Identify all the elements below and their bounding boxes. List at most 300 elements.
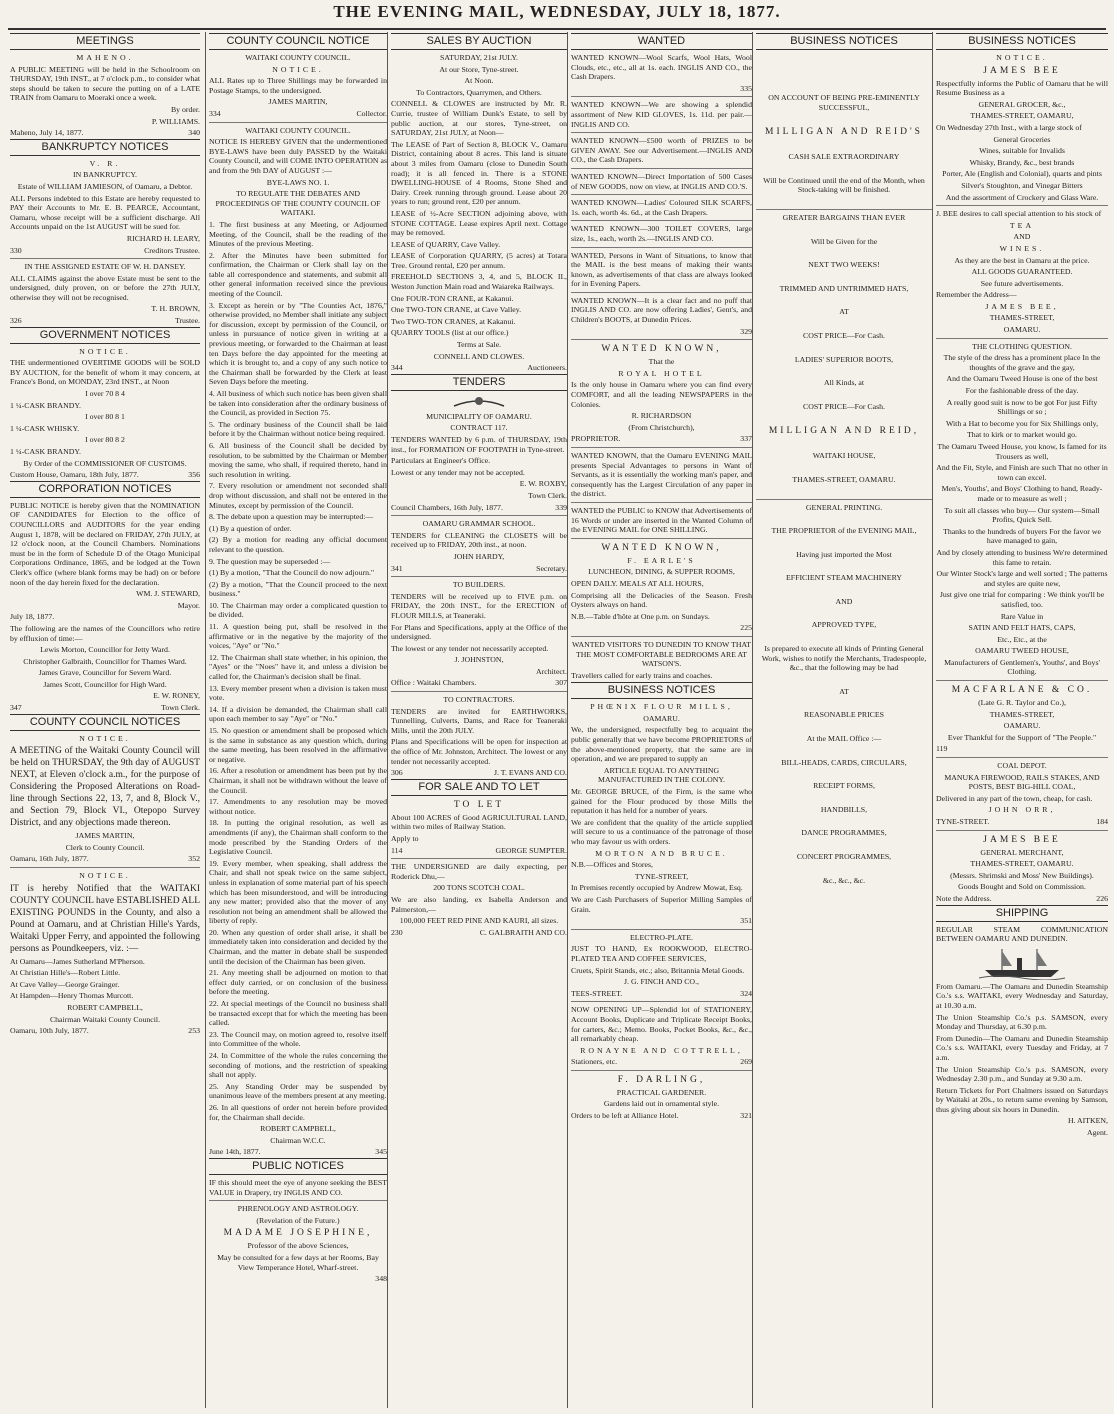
- clothing-line: And the Oamaru Tweed House is one of the best: [946, 374, 1098, 384]
- phoenix-confident: We are confident that the quality of the article supplied will secure to us a continuance of the patronage of those who may favour us with orders.: [571, 817, 752, 846]
- clothing-line: A really good suit is now to be got For just Fifty Shillings or so ;: [946, 397, 1098, 417]
- earle-body: Comprising all the Delicacies of the Season. Fresh Oysters always on hand.: [571, 590, 752, 610]
- coal-depot: COAL DEPOT.: [997, 761, 1047, 771]
- rules-footer: June 14th, 1877. 345: [209, 1147, 387, 1157]
- phoenix-article: ARTICLE EQUAL TO ANYTHING MANUFACTURED IN THE COLONY.: [598, 765, 725, 785]
- phoenix-nb: N.B.—Offices and Stores,: [571, 860, 653, 870]
- phoenix-title: PHŒNIX FLOUR MILLS,: [590, 702, 733, 712]
- cc-role: Clerk to County Council.: [65, 842, 145, 852]
- earle-nb: N.B.—Table d'hôte at One p.m. on Sundays.: [571, 611, 710, 621]
- earle-num: 225: [740, 623, 752, 633]
- cc-body: CONNELL & CLOWES are instructed by Mr. R. Currie, trustee of William Dunk's Estate, to sell by public auction, at our stores, Tyne-street, on SATURDAY, 21st JULY, at Noon—: [391, 99, 567, 138]
- bargain-line: Will be Given for the: [810, 236, 878, 246]
- divider: [571, 220, 752, 221]
- corp-name: James Scott, Councillor for High Ward.: [43, 679, 167, 689]
- clothing-line: Our Winter Stock's large and well sorted ; The patterns and styles are quite new,: [936, 569, 1108, 588]
- masthead-date: WEDNESDAY, JULY 18, 1877.: [529, 2, 781, 21]
- divider: [936, 338, 1108, 339]
- in-bankruptcy: IN BANKRUPTCY.: [73, 170, 137, 180]
- bylaw-rule: 13. Every member present when a division is taken must vote.: [209, 683, 387, 703]
- masthead-rule: [8, 28, 1106, 30]
- bee-name-3: JAMES BEE: [983, 834, 1061, 845]
- contractors-title: TO CONTRACTORS.: [443, 695, 515, 705]
- bylaw-rule: 17. Amendments to any resolution may be moved without notice.: [209, 797, 387, 816]
- divider: [571, 132, 752, 133]
- bylaw-rule: (1) By a question of order.: [209, 523, 292, 533]
- ronayne-footer: Stationers, etc. 269: [571, 1057, 752, 1067]
- bargain-line: GREATER BARGAINS THAN EVER: [782, 212, 906, 222]
- royal-body: Is the only house in Oamaru where you can find every COMFORT, and all the leading NEWSPAPERS in the Colonies.: [571, 380, 752, 409]
- clothing-line: To suit all classes who buy— Our system—Small Profits, Quick Sell.: [944, 505, 1100, 525]
- gov-item: 1 ¼-CASK BRANDY.: [10, 447, 81, 456]
- estate-footer: 330 Creditors Trustee.: [10, 245, 200, 255]
- divider: [936, 757, 1108, 758]
- bylaw-rule: 3. Except as herein or by "The Counties Act, 1876," otherwise provided, no Member shall initiate any subject for discussion, except by permission of the Council, or unless in pursuance of notice given in writing at a previous meeting, or forwarded to the Chairman at least ten Days before the day appointed for the meeting at which it is brought to, and a copy of any such notice to the Chairman shall be forwarded by the Clerk at least Seven Days before the meeting.: [209, 300, 387, 387]
- bylaws-intro: NOTICE IS HEREBY GIVEN that the undermentioned BYE-LAWS have been duly PASSED by the Waitaki County Council, and will COME INTO OPERATION as and from the 9th DAY of AUGUST :—: [209, 137, 387, 175]
- earle-sub: LUNCHEON, DINING, & SUPPER ROOMS,: [588, 567, 735, 577]
- bee-street-2: THAMES-STREET,: [989, 313, 1055, 323]
- phoenix-num: 351: [740, 916, 752, 926]
- cc-body-2: IT is hereby Notified that the WAITAKI COUNTY COUNCIL have ESTABLISHED ALL EXISTING POUNDS in the County, and also a Pound at Oamaru, and at Christian Hille's Yards, Waitaki Upper Ferry, and appointed the following persons as Poundkeepers, viz. :—: [10, 883, 200, 954]
- estate-signature: RICHARD H. LEARY,: [126, 233, 200, 243]
- sched: From Dunedin—The Oamaru and Dunedin Steamship Co.'s s.s. WAITAKI, every Tuesday and Friday, at 7 a.m.: [936, 1033, 1108, 1062]
- clothing-question: THE CLOTHING QUESTION.: [972, 341, 1072, 351]
- royal-hotel: ROYAL HOTEL: [618, 368, 705, 378]
- estate-body: ALL Persons indebted to this Estate are hereby requested to PAY their Accounts to Mr. E. B. PEARCE, Accountant, Oamaru, whose receipt will be a sufficient discharge. All Accounts unpaid on the 1st AUGUST will be sued for.: [10, 193, 200, 232]
- phoenix-cash: We are Cash Purchasers of Superior Milling Samples of Grain.: [571, 894, 752, 914]
- clothing-line: That to kirk or to market would go.: [966, 430, 1077, 440]
- pine: 100,000 FEET RED PINE AND KAURI, all sizes.: [399, 916, 559, 926]
- bylaw-rule: 22. At special meetings of the Council no business shall be transacted except that for which the meeting has been called.: [209, 999, 387, 1028]
- bylaws-title: TO REGULATE THE DEBATES AND PROCEEDINGS OF THE COUNTY COUNCIL OF WAITAKI.: [215, 189, 381, 218]
- bylaw-rule: 18. In putting the original resolution, as well as amendments (if any), the Chairman shall conform to the mode prescribed by the Standing Orders of the Legislative Council.: [209, 818, 387, 857]
- section-heading-shipping: SHIPPING: [936, 905, 1108, 922]
- guaranteed: ALL GOODS GUARANTEED.: [971, 267, 1073, 277]
- corp-name: Lewis Morton, Councillor for Jetty Ward.: [40, 645, 170, 655]
- divider: [209, 122, 387, 123]
- cc-notice-2: NOTICE.: [79, 871, 131, 881]
- cc-footer: 344 Auctioneers.: [391, 363, 567, 373]
- divider: [391, 858, 567, 859]
- waitaki-title-2: WAITAKI COUNTY COUNCIL.: [245, 125, 351, 135]
- divider: [571, 1001, 752, 1002]
- bylaw-rule: 20. When any question of order shall arise, it shall be immediately taken into consideration and decided by the Chairman, and the matter in debate shall be suspended until the decision of the Chairman has been given.: [209, 927, 387, 966]
- to-let: TO LET: [453, 799, 505, 810]
- ronayne: RONAYNE AND COTTRELL,: [580, 1045, 743, 1055]
- apply: Apply to: [391, 834, 419, 843]
- rare: Rare Value in: [1000, 611, 1044, 621]
- section-heading-business-notices: BUSINESS NOTICES: [936, 33, 1108, 50]
- wanted-ad: WANTED KNOWN—£500 worth of PRIZES to be GIVEN AWAY. See our Advertisement.—INGLIS AND CO., the Cash Drapers.: [571, 136, 752, 165]
- milligan-line: WAITAKI HOUSE,: [812, 451, 876, 461]
- grocer-date: On Wednesday 27th Inst., with a large stock of: [936, 122, 1082, 132]
- bargain-line: All Kinds, at: [823, 378, 865, 388]
- orr: JOHN ORR,: [988, 805, 1056, 815]
- tender-1-particulars: Particulars at Engineer's Office.: [391, 456, 491, 466]
- printing-line: BILL-HEADS, CARDS, CIRCULARS,: [781, 757, 907, 767]
- divider: [391, 691, 567, 692]
- wanted-ad: WANTED KNOWN—Direct Importation of 500 Cases of NEW GOODS, now on view, at INGLIS AND CO.'S.: [571, 171, 752, 191]
- earle-open: OPEN DAILY. MEALS AT ALL HOURS,: [571, 578, 704, 588]
- corp-name: Christopher Galbraith, Councillor for Thames Ward.: [23, 656, 187, 666]
- lease: The LEASE of Part of Section 8, BLOCK V., Oamaru District, containing about 8 acres. This land is situate about 3 miles from Oamaru (close to Dunedin South road); it is all fenced in. There is a STONE DWELLING-HOUSE of 4 Rooms, Stone Shed and Dairy. Creek running through ground. Lease about 20 years to run; ground rent, £20 per annum.: [391, 139, 567, 207]
- tender-3-body: TENDERS will be received up to FIVE p.m. on FRIDAY, the 20th INST., for the ERECTION of FLOUR MILLS, at Teaneraki.: [391, 591, 567, 620]
- wanted-ad: WANTED KNOWN—Ladies' Coloured SILK SCARFS, 1s. each, worth 4s. 6d., at the Cash Drapers.: [571, 198, 752, 217]
- column-1: [10, 32, 200, 1408]
- corp-signature-2: E. W. RONEY,: [153, 691, 200, 701]
- wanted-ad: WANTED KNOWN—Wool Scarfs, Wool Hats, Wool Clouds, etc., etc., all at 1s. each. INGLIS AND CO., the Cash Drapers.: [571, 53, 752, 82]
- estate-title: Estate of WILLIAM JAMIESON, of Oamaru, a Debtor.: [17, 181, 193, 191]
- bee-desire: J. BEE desires to call special attention to his stock of: [936, 209, 1102, 219]
- divider: [571, 292, 752, 293]
- phoenix-premises: In Premises recently occupied by Andrew Mowat, Esq.: [571, 883, 743, 893]
- sale-to: To Contractors, Quarrymen, and Others.: [416, 87, 542, 97]
- gov-item: I over 80 8 1: [85, 412, 125, 422]
- maheno-footer: Maheno, July 14, 1877. 340: [10, 128, 200, 138]
- wanted-ad: WANTED KNOWN, that the Oamaru EVENING MAIL presents Special Advantages to persons in Want of Servants, as it is essentially the working man's paper, and consequently has the Largest Circulation of any paper in the district.: [571, 451, 752, 499]
- printing-line: DANCE PROGRAMMES,: [801, 828, 887, 838]
- divider: [571, 502, 752, 503]
- bee-footer-3: Note the Address. 226: [936, 893, 1108, 903]
- bylaw-rule: 8. The debate upon a question may be interrupted:—: [209, 512, 374, 522]
- wanted-ad: WANTED KNOWN—It is a clear fact and no puff that INGLIS AND CO. are now offering Ladies', Gent's, and Children's BOOTS, at Dunedin Prices.: [571, 295, 752, 325]
- bylaw-rule: 11. A question being put, shall be resolved in the affirmative or in the negative by the majority of the voices, "Aye" or "No.": [209, 622, 387, 651]
- goods-item: Whisky, Brandy, &c., best brands: [969, 157, 1075, 167]
- gov-notice: NOTICE.: [79, 346, 131, 356]
- madame-num: 348: [375, 1274, 387, 1284]
- clothing-poem: [936, 353, 1108, 609]
- tea: TEA: [1009, 220, 1035, 230]
- section-heading-corporation: CORPORATION NOTICES: [10, 481, 200, 498]
- corp-footer: 347 Town Clerk.: [10, 703, 200, 713]
- maheno-title: MAHENO.: [76, 53, 134, 62]
- notice: NOTICE.: [996, 53, 1048, 62]
- finch-footer: TEES-STREET. 324: [571, 988, 752, 998]
- wines: WINES.: [999, 243, 1045, 253]
- now-open: NOW OPENING UP—Splendid lot of STATIONERY, Account Books, Duplicate and Triplicate Receipt Books, for carters, &c.; Memo. Books, Pocket Books, &c., &c., all remarkably cheap.: [571, 1005, 752, 1044]
- tender-1-signature: E. W. ROXBY,: [519, 479, 567, 489]
- royal-head: WANTED KNOWN,: [601, 344, 722, 355]
- divider: [756, 209, 932, 210]
- column-5: [752, 32, 932, 1408]
- maheno-body: A PUBLIC MEETING will be held in the Schoolroom on THURSDAY, 19th INST., at 7 o'clock p.m., to consider what steps should be taken to secure the putting on of a LATE TRAIN from Oamaru to Moeraki once a week.: [10, 64, 200, 103]
- bylaw-rule: 19. Every member, when speaking, shall address the Chair, and shall not speak twice on the same subject, unless in explanation of some material part of his speech which has been misunderstood, and will be introducing any new matter; provided also that the mover of any resolution not being an amendment shall be allowed the liberty of reply.: [209, 858, 387, 926]
- gov-body: THE undermentioned OVERTIME GOODS will be SOLD BY AUCTION, for the benefit of whom it may concern, at France's Bond, on MONDAY, 23rd INST., at Noon: [10, 358, 200, 387]
- terms: Terms at Sale.: [456, 340, 502, 350]
- divider: [936, 680, 1108, 681]
- phoenix-town: OAMARU.: [643, 713, 680, 723]
- electro-title: ELECTRO-PLATE.: [629, 932, 694, 942]
- macfarlane-num: 119: [936, 744, 948, 754]
- clothing-line: Men's, Youths', and Boys' Clothing to hand, Ready-made or to measure as well ;: [941, 484, 1103, 503]
- tender-4-plans: Plans and Specifications will be open for inspection at the office of Mr. Johnston, Architect. The lowest or any tender not necessarily accepted.: [391, 737, 567, 766]
- divider: [756, 499, 932, 500]
- wanted-ad: WANTED KNOWN—We are showing a splendid assortment of New KID GLOVES, 1s. 11d. per pair.—INGLIS AND CO.: [571, 100, 752, 129]
- tender-4-body: TENDERS are invited for EARTHWORKS, Tunnelling, Culverts, Dams, and Race for Teaneraki Mills, until the 20th JULY.: [391, 706, 567, 735]
- divider: [571, 636, 752, 637]
- milligan-line: THAMES-STREET, OAMARU.: [792, 474, 896, 484]
- etc: Etc., Etc., at the: [997, 634, 1047, 644]
- section-heading-wanted: WANTED: [571, 33, 752, 50]
- lease: LEASE of QUARRY, Cave Valley.: [391, 239, 501, 249]
- return: Return Tickets for Port Chalmers issued on Saturdays by Waitaki at 20s., to return same evening by Samson, thus giving about six hours in Dunedin.: [936, 1085, 1108, 1114]
- printing-line: REASONABLE PRICES: [804, 710, 884, 720]
- bylaw-rule: 5. The ordinary business of the Council shall be laid before it by the Chairman without notice being required.: [209, 419, 387, 439]
- bee-build-3: (Messrs. Shrimski and Moss' New Buildings).: [950, 870, 1094, 880]
- tender-1-low: Lowest or any tender may not be accepted.: [391, 467, 525, 477]
- bargain-line: COST PRICE—For Cash.: [803, 330, 885, 340]
- milligan-line: MILLIGAN AND REID'S: [765, 127, 923, 138]
- aitken: H. AITKEN,: [1067, 1116, 1108, 1126]
- bylaw-rule: 2. After the Minutes have been submitted for confirmation, the Chairman or Clerk shall lay on the table all correspondence and statements, and submit all other general information received since the previous meeting of the Council.: [209, 250, 387, 299]
- divider: [571, 194, 752, 195]
- lease: LEASE of ½-Acre SECTION adjoining above, with STONE COTTAGE. Lease expires April next. Cottage may be removed.: [391, 208, 567, 238]
- clothing-line: And the Fit, Style, and Finish are such That no other in town can excel.: [936, 463, 1108, 482]
- milligan-line: ON ACCOUNT OF BEING PRE-EMINENTLY SUCCESSFUL,: [768, 93, 920, 112]
- grocer-street: THAMES-STREET, OAMARU,: [970, 111, 1074, 121]
- earle-name: F. EARLE'S: [627, 555, 696, 565]
- bee-goods-3: Goods Bought and Sold on Commission.: [958, 882, 1086, 892]
- cc-footer: Oamaru, 16th July, 1877. 352: [10, 854, 200, 864]
- to-let-footer: 114 GEORGE SUMPTER.: [391, 845, 567, 855]
- printing-line: Is prepared to execute all kinds of Printing General Work, wishes to notify the Merchants, Tradespeople, &c., that the following may be had: [761, 644, 927, 673]
- satin: SATIN AND FELT HATS, CAPS,: [968, 623, 1076, 633]
- section-heading-public-notices: PUBLIC NOTICES: [209, 1158, 387, 1175]
- darling-body: Gardens laid out in ornamental style.: [603, 1099, 720, 1109]
- earle-head: WANTED KNOWN,: [601, 542, 722, 553]
- cc-signature-2: ROBERT CAMPBELL,: [67, 1003, 143, 1012]
- printing-line: APPROVED TYPE,: [811, 620, 877, 630]
- corp-retire: The following are the names of the Councillors who retire by effluxion of time:—: [10, 623, 200, 643]
- tender-2-footer: 341 Secretary.: [391, 563, 567, 573]
- bee-street-3: THAMES-STREET, OAMARU.: [970, 859, 1074, 869]
- phoenix-street: TYNE-STREET,: [634, 871, 689, 881]
- see: See future advertisements.: [980, 278, 1064, 288]
- bee-name-2: JAMES BEE,: [985, 301, 1059, 311]
- bargain-line: TRIMMED AND UNTRIMMED HATS,: [779, 283, 909, 293]
- macfarlane: MACFARLANE & CO.: [951, 685, 1093, 696]
- milligan-line: Will be Continued until the end of the Month, when Stock-taking will be finished.: [763, 175, 925, 195]
- cc-role-2: Chairman Waitaki County Council.: [49, 1014, 161, 1024]
- assigned-title: IN THE ASSIGNED ESTATE OF W. H. DANSEY.: [24, 262, 186, 272]
- printing-line: CONCERT PROGRAMMES,: [796, 852, 892, 861]
- public-body: IF this should meet the eye of anyone seeking the BEST VALUE in Drapery, try INGLIS AND CO.: [209, 1177, 387, 1197]
- divider: [391, 576, 567, 577]
- pine-footer: 230 C. GALBRAITH AND CO.: [391, 927, 567, 937]
- visitors: WANTED VISITORS TO DUNEDIN TO KNOW THAT THE MOST COMFORTABLE BEDROOMS ARE AT WATSON'S.: [571, 639, 752, 669]
- printing-line: AND: [835, 596, 853, 606]
- clothing-line: The Oamaru Tweed House, you know, Is famed for its Trousers as well,: [937, 442, 1107, 461]
- bylaw-rule: 7. Every resolution or amendment not seconded shall drop without discussion, and shall not be entered in the Minutes, except by permission of the Council.: [209, 481, 387, 510]
- macfarlane-street: THAMES-STREET,: [989, 709, 1055, 719]
- coal: 200 TONS SCOTCH COAL.: [433, 883, 525, 893]
- bylaw-rule: 14. If a division be demanded, the Chairman shall call upon each member to say "Aye" or "No.": [209, 704, 387, 724]
- milligan-line: MILLIGAN AND REID,: [768, 426, 920, 437]
- printing-line: At the MAIL Office :—: [806, 734, 882, 744]
- madame-body: May be consulted for a few days at her Rooms, Bay View Temperance Hotel, Wharf-street.: [217, 1252, 379, 1272]
- assigned-body: ALL CLAIMS against the above Estate must be sent to the undersigned, duly proven, on or before the 27th JULY, otherwise they will not be recognised.: [10, 273, 200, 302]
- section-heading-for-sale: FOR SALE AND TO LET: [391, 779, 567, 796]
- goods-item: Porter, Ale (English and Colonial), quarts and pints: [942, 169, 1102, 179]
- best: As they are the best in Oamaru at the price.: [954, 255, 1090, 265]
- waitaki-title: WAITAKI COUNTY COUNCIL.: [245, 53, 351, 62]
- printing-line: EFFICIENT STEAM MACHINERY: [786, 573, 902, 583]
- bee-name: JAMES BEE: [983, 65, 1061, 76]
- steamship-icon: [977, 946, 1067, 980]
- divider: [571, 339, 752, 340]
- and: AND: [1013, 232, 1031, 242]
- gov-item: I over 80 8 2: [85, 435, 125, 445]
- wanted-ad: WANTED, Persons in Want of Situations, to know that the MAIL is the best means of making their wants known, as advertisements of that class are always looked for in Evening Papers.: [571, 250, 752, 289]
- bee-town-2: OAMARU.: [1003, 325, 1041, 335]
- wanted-num: 329: [740, 326, 752, 336]
- notice: NOTICE.: [272, 64, 324, 74]
- clothing-line: Just give one trial for comparing : We think you'll be satisfied, too.: [939, 590, 1105, 609]
- regular: REGULAR STEAM COMMUNICATION BETWEEN OAMARU AND DUNEDIN.: [936, 924, 1108, 944]
- bylaws-rules: [209, 220, 387, 1122]
- divider: [936, 205, 1108, 206]
- royal-that: That the: [648, 357, 675, 367]
- phoenix-signature: MORTON AND BRUCE.: [595, 848, 728, 858]
- bylaw-rule: 16. After a resolution or amendment has been put by the Chairman, it shall not be withdrawn without the leave of the Council.: [209, 766, 387, 795]
- assigned-signature: T. H. BROWN,: [151, 304, 200, 314]
- clothing-line: Thanks to the hundreds of buyers For the favor we have managed to gain,: [943, 526, 1101, 546]
- gov-item: 1 ¼-CASK BRANDY.: [10, 400, 81, 410]
- section-heading-bankruptcy: BANKRUPTCY NOTICES: [10, 139, 200, 156]
- gov-order: By Order of the COMMISSIONER OF CUSTOMS.: [23, 458, 187, 468]
- bylaw-rule: (1) By a motion, "That the Council do now adjourn.": [209, 568, 375, 578]
- printing-line: THE PROPRIETOR of the EVENING MAIL,: [771, 526, 917, 536]
- divider: [10, 867, 200, 868]
- section-heading-business-notices: BUSINESS NOTICES: [756, 33, 932, 50]
- maheno-order: By order.: [170, 104, 200, 114]
- printing-line: &c., &c., &c.: [822, 875, 866, 885]
- bylaw-rule: 9. The question may be superseded :—: [209, 556, 331, 566]
- bargain-line: AT: [839, 307, 849, 317]
- sale-date: SATURDAY, 21st JULY.: [440, 53, 518, 62]
- rates-body: ALL Rates up to Three Shillings may be forwarded in Postage Stamps, to the undersigned.: [209, 76, 387, 95]
- remember: Remember the Address—: [936, 290, 1017, 300]
- lease: QUARRY TOOLS (list at our office.): [391, 328, 509, 338]
- section-heading-tenders: TENDERS: [391, 374, 567, 391]
- divider: [209, 1200, 387, 1201]
- wanted-ad: WANTED the PUBLIC to KNOW that Advertisements of 16 Words or under are inserted in the Wanted Column of the EVENING MAIL for ONE SHILLING.: [571, 505, 752, 535]
- printing-line: GENERAL PRINTING.: [805, 502, 883, 512]
- tender-1-body: TENDERS WANTED by 6 p.m. of THURSDAY, 19th inst., for FORMATION OF FOOTPATH in Tyne-street.: [391, 435, 567, 454]
- sched: From Oamaru.—The Oamaru and Dunedin Steamship Co.'s s.s. WAITAKI, every Wednesday and Saturday, at 10.30 a.m.: [936, 981, 1108, 1010]
- goods-item: And the assortment of Crockery and Glass Ware.: [945, 192, 1099, 202]
- bylaw-rule: 6. All business of the Council shall be decided by resolution, to be submitted by the Chairman or Member moving the same, who shall, if required thereto, hand in such resolution in writing.: [209, 440, 387, 479]
- sale-store: At our Store, Tyne-street.: [439, 64, 519, 74]
- to-let-body: About 100 ACRES of Good AGRICULTURAL LAND, within two miles of Railway Station.: [391, 812, 567, 832]
- coal-undersigned: THE UNDERSIGNED are daily expecting, per Roderick Dhu,—: [391, 862, 567, 881]
- printing-line: Having just imported the Most: [796, 549, 892, 559]
- column-4: [567, 32, 752, 1408]
- section-heading-sales-by-auction: SALES BY AUCTION: [391, 33, 567, 50]
- electro-body-2: Cruets, Spirit Stands, etc.; also, Britannia Metal Goods.: [571, 965, 745, 975]
- gov-item: I over 70 8 4: [85, 389, 125, 399]
- sched: The Union Steamship Co.'s p.s. SAMSON, every Monday and Thursday, at 6.30 p.m.: [936, 1012, 1108, 1032]
- clothing-line: And by closely attending to business We're determined this fame to retain.: [936, 547, 1108, 567]
- grocer: GENERAL GROCER, &c.,: [978, 99, 1066, 109]
- tender-3-role: Architect.: [536, 666, 567, 676]
- tender-3-plans: For Plans and Specifications, apply at the Office of the undersigned.: [391, 622, 567, 642]
- cc-body: A MEETING of the Waitaki County Council will be held on THURSDAY, the 9th day of AUGUST NEXT, at Eleven o'clock a.m., for the purpose of Considering the Proposed Alterations on Road-line through Sections 22, 13, 7, and 8, Block V., and Section 79, Block VI., Otepopo Survey District, and any objections made thereon.: [10, 746, 200, 829]
- bylaws-number: BYE-LAWS NO. 1.: [266, 177, 330, 187]
- maheno-signature: P. WILLIAMS.: [151, 116, 200, 126]
- grammar-title: OAMARU GRAMMAR SCHOOL.: [422, 519, 536, 529]
- bylaw-rule: 25. Any Standing Order may be suspended by unanimous leave of the members present at any meeting.: [209, 1081, 387, 1101]
- tender-4-footer: 306 J. T. EVANS AND CO.: [391, 768, 567, 778]
- cc-pound: At Cave Valley—George Grainger.: [10, 979, 120, 989]
- bylaw-rule: 12. The Chairman shall state whether, in his opinion, the "Ayes" or the "Noes" have it, and unless a division be called for, the Chairman's decision shall be final.: [209, 652, 387, 682]
- revelation: (Revelation of the Future.): [256, 1215, 340, 1225]
- orr-footer: TYNE-STREET. 184: [936, 817, 1108, 826]
- corp-signature: WM. J. STEWARD,: [136, 589, 200, 599]
- builders-title: TO BUILDERS.: [452, 580, 506, 590]
- corp-name: James Grave, Councillor for Severn Ward.: [38, 668, 172, 678]
- lease: One FOUR-TON CRANE, at Kakanui.: [391, 293, 514, 303]
- cc-pound: At Hampden—Henry Thomas Murcott.: [10, 991, 134, 1001]
- bylaw-rule: 1. The first business at any Meeting, or Adjourned Meeting, of the Council, shall be the reading of the Minutes of the previous Meeting.: [209, 219, 387, 249]
- tweed-house: OAMARU TWEED HOUSE,: [975, 646, 1069, 656]
- gov-item: 1 ¼-CASK WHISKY.: [10, 423, 80, 433]
- divider: [10, 258, 200, 259]
- coat-of-arms-icon: [449, 394, 509, 410]
- rules-role: Chairman W.C.C.: [270, 1135, 326, 1145]
- cc-footer-2: Oamaru, 10th July, 1877. 253: [10, 1026, 200, 1036]
- column-3: [387, 32, 567, 1408]
- lease: Two TWO-TON CRANES, at Kakanui.: [391, 316, 516, 326]
- cc-signature: CONNELL AND CLOWES.: [433, 351, 525, 361]
- bee-body: Respectfully informs the Public of Oamaru that he will Resume Business as a: [936, 78, 1108, 98]
- bylaw-rule: 23. The Council may, on motion agreed to, resolve itself into Committee of the whole.: [209, 1029, 387, 1049]
- cc-pound: At Christian Hille's—Robert Little.: [10, 968, 121, 978]
- bylaw-rule: 26. In all questions of order not herein before provided for, the Chairman shall decide.: [209, 1102, 387, 1122]
- bylaw-rule: 24. In Committee of the whole the rules concerning the seconding of motions, and the restriction of speaking shall not apply.: [209, 1051, 387, 1080]
- sale-noon: At Noon.: [464, 76, 494, 86]
- landing: We are also landing, ex Isabella Anderson and Palmerston,—: [391, 894, 567, 914]
- divider: [571, 538, 752, 539]
- bee-role-3: GENERAL MERCHANT,: [980, 847, 1064, 857]
- macfarlane-town: OAMARU.: [1003, 721, 1041, 731]
- corp-role: Mayor.: [177, 600, 200, 610]
- tender-2-body: TENDERS for CLEANING the CLOSETS will be received up to FRIDAY, 20th inst., at noon.: [391, 530, 567, 550]
- clothing-line: For the fashionable dress of the day.: [965, 386, 1079, 396]
- corp-date: July 18, 1877.: [10, 612, 55, 622]
- macfarlane-thanks: Ever Thankful for the Support of "The People.": [947, 732, 1097, 742]
- madame-name: MADAME JOSEPHINE,: [223, 1228, 373, 1239]
- divider: [571, 96, 752, 97]
- tender-1-role: Town Clerk.: [528, 490, 567, 500]
- corp-body: PUBLIC NOTICE is hereby given that the NOMINATION OF CANDIDATES for Election to the office of COUNCILLORS and AUDITORS for the year ending August 1, 1878, will be declared on FRIDAY, 27th JULY, at 12 o'clock noon, at the Council Chambers. Nominations must be in the form of Schedule D of the Otago Municipal Corporations Ordinance, 1865, and be lodged at the Town Clerk's office (where blank forms may be had) on or before noon of the day herein fixed for the declaration.: [10, 500, 200, 587]
- muni-title: MUNICIPALITY OF OAMARU.: [426, 411, 532, 421]
- bylaw-rule: (2) By a motion for reading any official document relevant to the question.: [209, 535, 387, 554]
- electro-body: JUST TO HAND, Ex ROOKWOOD, ELECTRO-PLATED TEA AND COFFEE SERVICES,: [571, 944, 752, 963]
- royal-footer: PROPRIETOR. 337: [571, 434, 752, 444]
- goods-item: General Groceries: [993, 134, 1051, 144]
- bylaw-rule: 10. The Chairman may order a complicated question to be divided.: [209, 600, 387, 620]
- madame-role: Professor of the above Sciences,: [247, 1241, 349, 1251]
- cc-pound: At Oamaru—James Sutherland M'Pherson.: [10, 956, 145, 966]
- cc-notice: NOTICE.: [79, 733, 131, 743]
- clothing-line: The style of the dress has a prominent place In the thoughts of the grave and the gay,: [943, 353, 1101, 372]
- divider: [936, 830, 1108, 831]
- tender-3-footer: Office : Waitaki Chambers. 307: [391, 678, 567, 688]
- assigned-footer: 326 Trustee.: [10, 316, 200, 326]
- phrenology-title: PHRENOLOGY AND ASTROLOGY.: [237, 1204, 359, 1214]
- rules-signature: ROBERT CAMPBELL,: [260, 1124, 336, 1134]
